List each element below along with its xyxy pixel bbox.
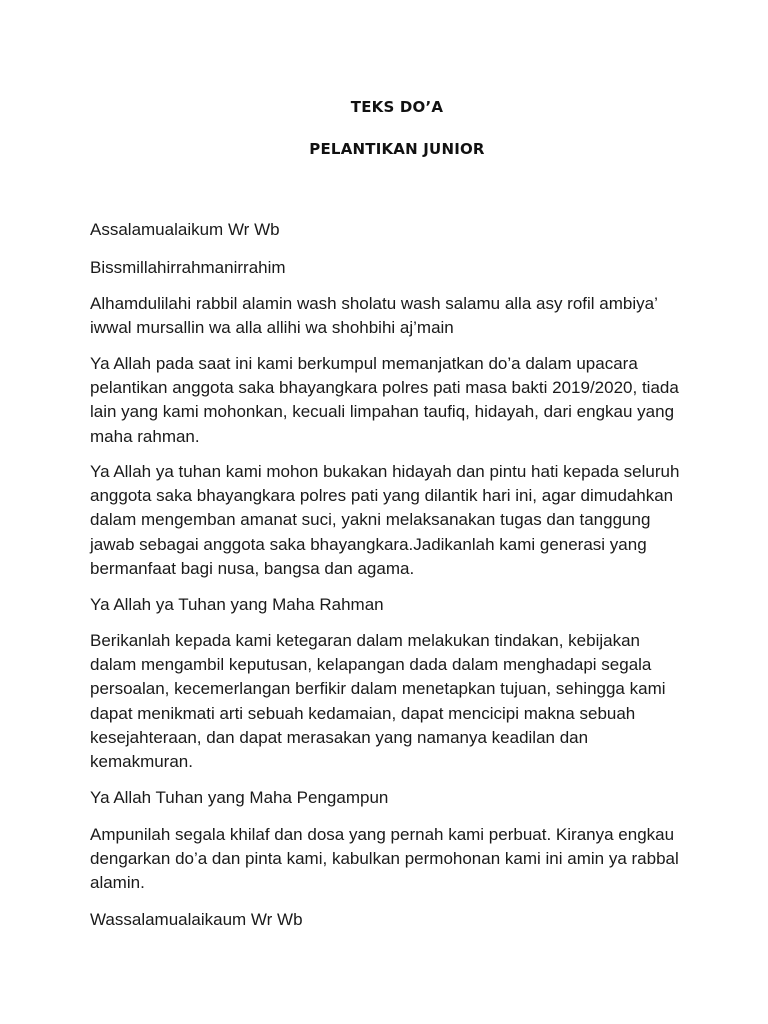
document-title: TEKS DO’A xyxy=(350,98,444,116)
document-subtitle: PELANTIKAN JUNIOR xyxy=(309,140,485,158)
prayer-paragraph-3: Berikanlah kepada kami ketegaran dalam melakukan tindakan, kebijakan dalam mengambil keputusan, kelapangan dada dalam menghadapi segala persoalan, kecemerlangan berfikir dalam menetapkan tujuan, sehingga kami dapat menikmati arti sebuah kedamaian, dapat mencicipi makna sebuah kesejahteraan, dan dapat merasakan yang namanya keadilan dan kemakmuran. xyxy=(90,631,666,772)
hamdalah-paragraph: Alhamdulilahi rabbil alamin wash sholatu wash salamu alla asy rofil ambiya’ iwwal mursallin wa alla allihi wa shohbihi aj’main xyxy=(90,294,658,338)
bismillah-line: Bissmillahirrahmanirrahim xyxy=(90,258,286,277)
salam-opening: Assalamualaikum Wr Wb xyxy=(90,220,280,239)
prayer-paragraph-4: Ampunilah segala khilaf dan dosa yang pernah kami perbuat. Kiranya engkau dengarkan do’a dan pinta kami, kabulkan permohonan kami ini amin ya rabbal alamin. xyxy=(90,825,679,893)
prayer-paragraph-2: Ya Allah ya tuhan kami mohon bukakan hidayah dan pintu hati kepada seluruh anggota saka bhayangkara polres pati yang dilantik hari ini, agar dimudahkan dalam mengemban amanat suci, yakni melaksanakan tugas dan tanggung jawab sebagai anggota saka bhayangkara.Jadikanlah kami generasi yang bermanfaat bagi nusa, bangsa dan agama. xyxy=(90,462,680,578)
invocation-maha-rahman: Ya Allah ya Tuhan yang Maha Rahman xyxy=(90,595,384,614)
salam-closing: Wassalamualaikaum Wr Wb xyxy=(90,910,303,929)
prayer-paragraph-1: Ya Allah pada saat ini kami berkumpul memanjatkan do’a dalam upacara pelantikan anggota saka bhayangkara polres pati masa bakti 2019/2020, tiada lain yang kami mohonkan, kecuali limpahan taufiq, hidayah, dari engkau yang maha rahman. xyxy=(90,354,679,446)
invocation-maha-pengampun: Ya Allah Tuhan yang Maha Pengampun xyxy=(90,788,389,807)
